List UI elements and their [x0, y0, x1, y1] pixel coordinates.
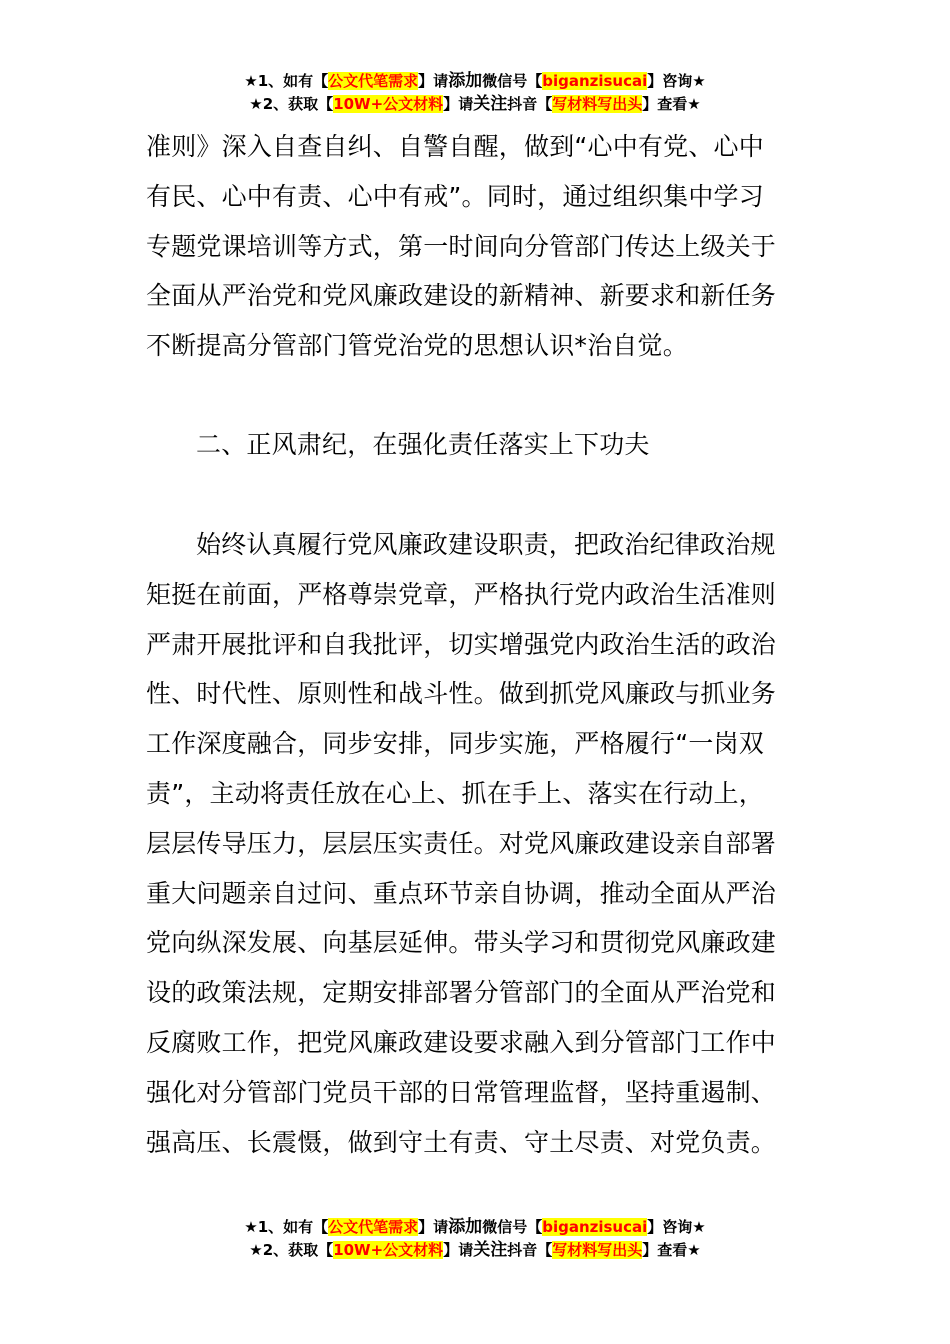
text-line: 专题党课培训等方式，第一时间向分管部门传达上级关于	[146, 231, 777, 261]
text-line: 全面从严治党和党风廉政建设的新精神、新要求和新任务	[146, 281, 777, 311]
text-line: 设的政策法规，定期安排部署分管部门的全面从严治党和	[146, 978, 777, 1008]
highlight-wechat-id: biganzisucai	[542, 72, 648, 90]
text-line: 不断提高分管部门管党治党的思想认识*治自觉。	[146, 331, 688, 361]
text-line: 重大问题亲自过问、重点环节亲自协调，推动全面从严治	[146, 878, 777, 908]
banner-line-2: ★2、获取【10W+公文材料】请关注抖音【写材料写出头】查看★	[249, 1240, 701, 1260]
section-heading-text: 二、正风肃纪，在强化责任落实上下功夫	[196, 430, 650, 459]
footer-banner	[0, 1216, 950, 1262]
text-line: 党向纵深发展、向基层延伸。带头学习和贯彻党风廉政建	[146, 928, 777, 958]
highlight-materials: 10W+公文材料	[333, 95, 444, 113]
paragraph-continued	[146, 122, 806, 371]
highlight-wechat-id: biganzisucai	[542, 1218, 648, 1236]
text-line: 层层传导压力，层层压实责任。对党风廉政建设亲自部署	[146, 828, 777, 858]
text-line: 强高压、长震慑，做到守土有责、守土尽责、对党负责。	[146, 1127, 777, 1157]
text-line: 强化对分管部门党员干部的日常管理监督，坚持重遏制、	[146, 1077, 777, 1107]
highlight-materials: 10W+公文材料	[333, 1241, 444, 1259]
section-heading	[146, 420, 806, 470]
text-line: 工作深度融合，同步安排，同步实施，严格履行“一岗双	[146, 729, 764, 759]
highlight-service: 公文代笔需求	[328, 1218, 419, 1236]
text-line: 有民、心中有责、心中有戒”。同时，通过组织集中学习	[146, 181, 764, 211]
banner-line-1: ★1、如有【公文代笔需求】请添加微信号【biganzisucai】咨询★	[244, 1217, 706, 1237]
text-line: 准则》深入自查自纠、自警自醒，做到“心中有党、心中	[146, 132, 764, 161]
text-line: 责”，主动将责任放在心上、抓在手上、落实在行动上，	[146, 778, 764, 808]
text-line: 反腐败工作，把党风廉政建设要求融入到分管部门工作中	[146, 1027, 777, 1057]
banner-line-2: ★2、获取【10W+公文材料】请关注抖音【写材料写出头】查看★	[249, 94, 701, 114]
banner-line-1: ★1、如有【公文代笔需求】请添加微信号【biganzisucai】咨询★	[244, 71, 706, 91]
text-line: 矩挺在前面，严格尊崇党章，严格执行党内政治生活准则	[146, 579, 777, 609]
text-line: 严肃开展批评和自我批评，切实增强党内政治生活的政治	[146, 629, 777, 659]
highlight-douyin-account: 写材料写出头	[552, 1241, 643, 1259]
highlight-service: 公文代笔需求	[328, 72, 419, 90]
text-line: 性、时代性、原则性和战斗性。做到抓党风廉政与抓业务	[146, 679, 777, 709]
highlight-douyin-account: 写材料写出头	[552, 95, 643, 113]
header-banner	[0, 70, 950, 116]
text-line: 始终认真履行党风廉政建设职责，把政治纪律政治规	[196, 530, 776, 559]
paragraph-responsibility	[146, 520, 806, 1167]
